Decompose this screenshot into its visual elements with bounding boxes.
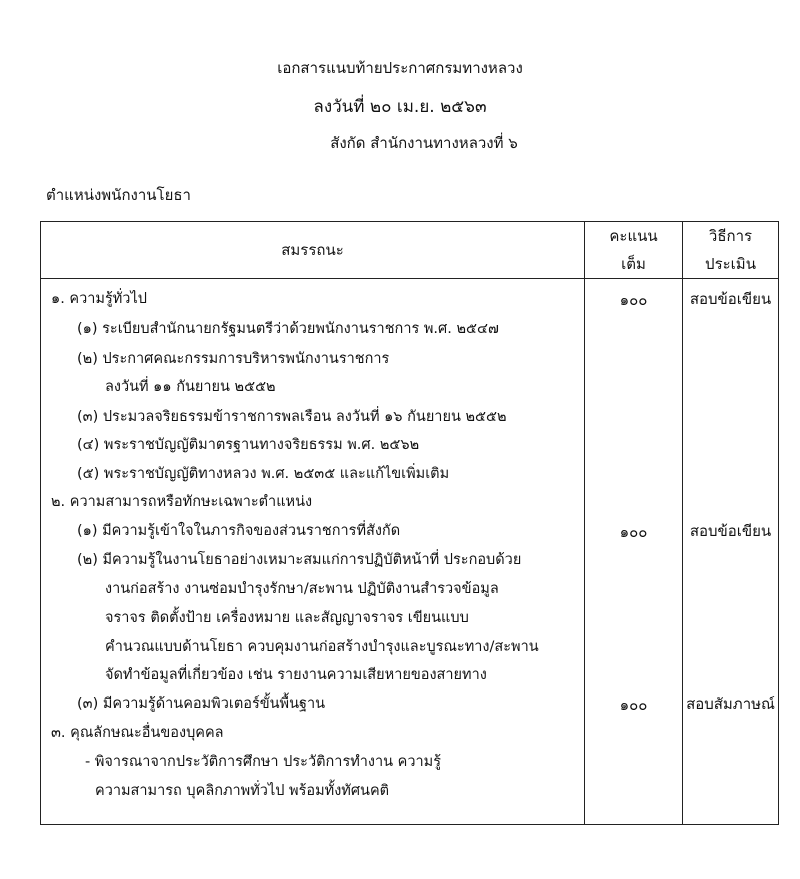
document-title: เอกสารแนบท้ายประกาศกรมทางหลวง [277,59,523,77]
list-item-continuation: งานก่อสร้าง งานซ่อมบำรุงรักษา/สะพาน ปฏิบัติงานสำรวจข้อมูล [105,581,499,597]
list-item-continuation: ลงวันที่ ๑๑ กันยายน ๒๕๕๒ [105,379,276,395]
header-competency [41,222,585,279]
list-item: (๕) พระราชบัญญัติทางหลวง พ.ศ. ๒๕๓๕ และแก้ไขเพิ่มเติม [77,466,450,482]
list-item-continuation: ความสามารถ บุคลิกภาพทั่วไป พร้อมทั้งทัศนคติ [95,783,390,799]
header-method-line2: ประเมิน [705,255,756,273]
method-section-1: สอบข้อเขียน [689,290,772,308]
list-item: (๒) ประกาศคณะกรรมการบริหารพนักงานราชการ [77,351,390,367]
section-1-heading: ๑. ความรู้ทั่วไป [51,291,147,307]
competency-table [40,221,779,825]
list-item: (๓) ประมวลจริยธรรมข้าราชการพลเรือน ลงวันที่ ๑๖ กันยายน ๒๕๕๒ [77,409,507,425]
section-3-heading: ๓. คุณลักษณะอื่นของบุคคล [51,725,224,741]
method-section-2-3: สอบสัมภาษณ์ [686,695,775,713]
header-score-line1: คะแนน [609,227,658,245]
header-method-line1: วิธีการ [708,227,753,245]
list-item: - พิจารณาจากประวัติการศึกษา ประวัติการทำงาน ความรู้ [85,754,442,770]
list-item-continuation: จัดทำข้อมูลที่เกี่ยวข้อง เช่น รายงานความเสียหายของสายทาง [105,667,487,683]
section-2-heading: ๒. ความสามารถหรือทักษะเฉพาะตำแหน่ง [51,494,313,510]
list-item-continuation: คำนวณแบบด้านโยธา ควบคุมงานก่อสร้างบำรุงและบูรณะทาง/สะพาน [105,639,539,655]
list-item: (๑) มีความรู้เข้าใจในภารกิจของส่วนราชการที่สังกัด [77,523,401,539]
competency-column [41,279,585,825]
score-section-2: ๑๐๐ [619,523,648,541]
full-score-column [585,279,683,825]
list-item: (๑) ระเบียบสำนักนายกรัฐมนตรีว่าด้วยพนักงานราชการ พ.ศ. ๒๕๔๗ [77,321,499,337]
list-item: (๓) มีความรู้ด้านคอมพิวเตอร์ขั้นพื้นฐาน [77,696,326,712]
list-item-continuation: จราจร ติดตั้งป้าย เครื่องหมาย และสัญญาจราจร เขียนแบบ [105,610,469,626]
header-assessment-method [683,222,779,279]
score-section-2-3: ๑๐๐ [619,696,648,714]
list-item: (๒) มีความรู้ในงานโยธาอย่างเหมาะสมแก่การปฏิบัติหน้าที่ ประกอบด้วย [77,552,522,568]
header-full-score [585,222,683,279]
document-date: ลงวันที่ ๒๐ เม.ย. ๒๕๖๓ [313,97,487,117]
document-affiliation: สังกัด สำนักงานทางหลวงที่ ๖ [330,134,518,152]
position-title: ตำแหน่งพนักงานโยธา [46,186,191,204]
method-section-2: สอบข้อเขียน [689,522,772,540]
header-score-line2: เต็ม [621,255,646,273]
assessment-method-column [683,279,779,825]
list-item: (๔) พระราชบัญญัติมาตรฐานทางจริยธรรม พ.ศ. ๒๕๖๒ [77,437,420,453]
header-competency-label: สมรรถนะ [281,241,344,259]
score-section-1: ๑๐๐ [619,291,648,309]
